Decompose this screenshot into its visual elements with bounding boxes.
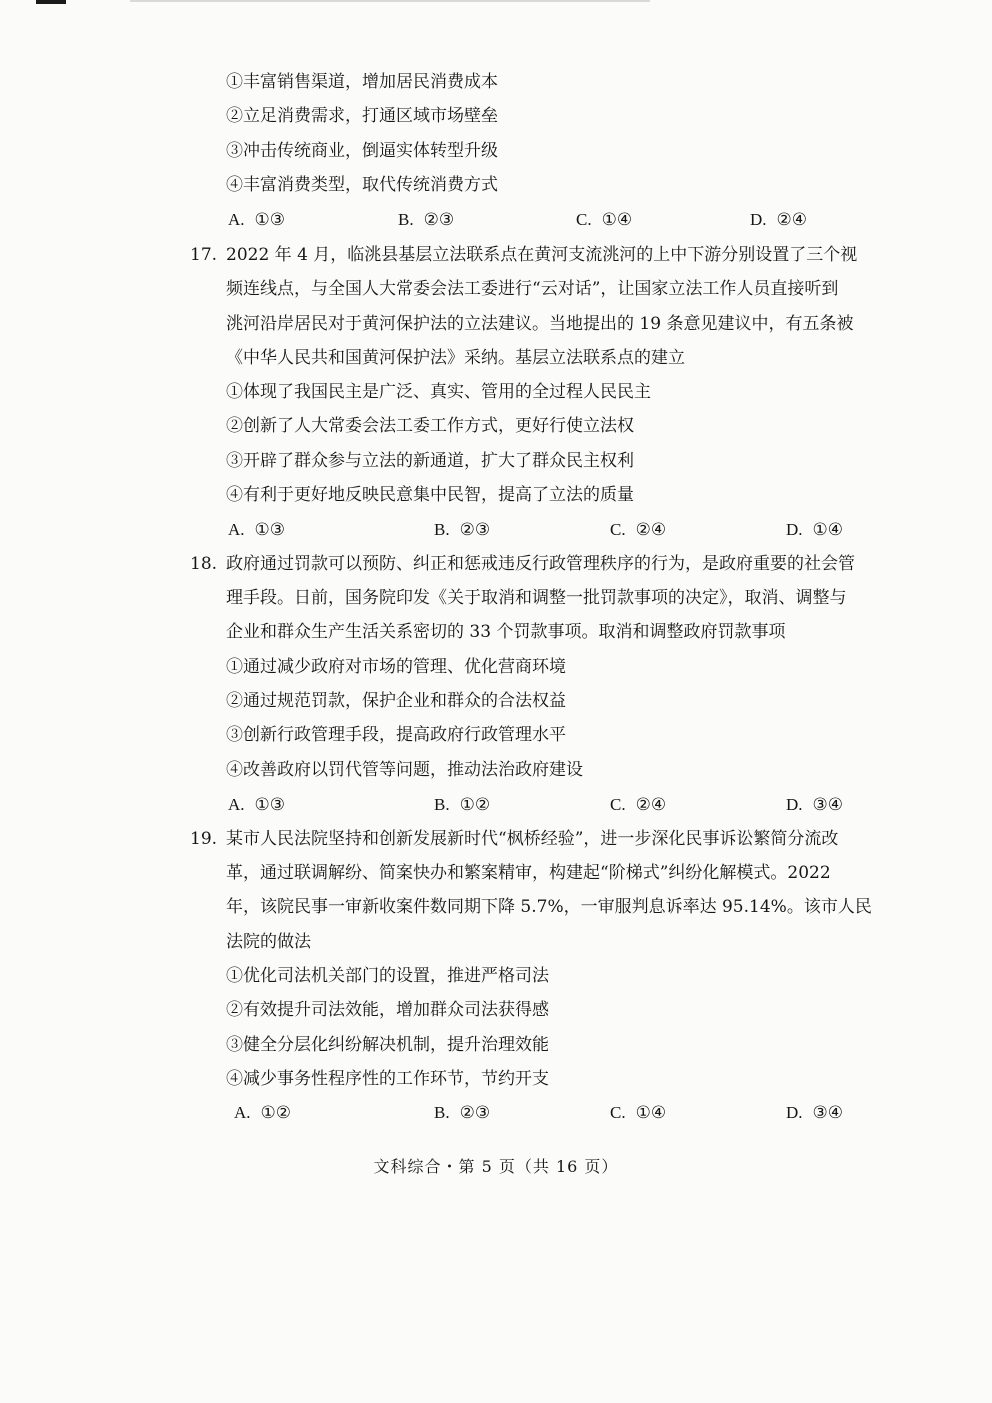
- q16-option-2: ②立足消费需求，打通区域市场壁垒: [226, 106, 498, 126]
- q17-option-1: ①体现了我国民主是广泛、真实、管用的全过程人民民主: [226, 382, 651, 402]
- q19-choice-d: D. ③④: [786, 1103, 844, 1123]
- q18-option-1: ①通过减少政府对市场的管理、优化营商环境: [226, 657, 566, 677]
- q19-stem-line-3: 年，该院民事一审新收案件数同期下降 5.7%，一审服判息诉率达 95.14%。该市人民: [226, 897, 872, 917]
- q17-choice-c: C. ②④: [610, 520, 667, 540]
- q19-choice-c: C. ①④: [610, 1103, 667, 1123]
- q16-option-3: ③冲击传统商业，倒逼实体转型升级: [226, 141, 498, 161]
- q19-option-2: ②有效提升司法效能，增加群众司法获得感: [226, 1000, 549, 1020]
- q19-stem-line-2: 革，通过联调解纷、简案快办和繁案精审，构建起“阶梯式”纠纷化解模式。2022: [226, 863, 831, 883]
- q18-option-4: ④改善政府以罚代管等问题，推动法治政府建设: [226, 760, 583, 780]
- q18-choice-a: A. ①③: [228, 795, 286, 815]
- q19-stem-line-4: 法院的做法: [226, 932, 311, 952]
- q19-choice-a: A. ①②: [234, 1103, 292, 1123]
- q19-option-3: ③健全分层化纠纷解决机制，提升治理效能: [226, 1035, 549, 1055]
- q17-stem-line-2: 频连线点，与全国人大常委会法工委进行“云对话”，让国家立法工作人员直接听到: [226, 279, 839, 299]
- q16-option-4: ④丰富消费类型，取代传统消费方式: [226, 175, 498, 195]
- q17-number: 17.: [190, 245, 218, 265]
- q18-stem-line-3: 企业和群众生产生活关系密切的 33 个罚款事项。取消和调整政府罚款事项: [226, 622, 786, 642]
- q17-option-2: ②创新了人大常委会法工委工作方式，更好行使立法权: [226, 416, 634, 436]
- q16-choice-c: C. ①④: [576, 210, 633, 230]
- q18-choice-c: C. ②④: [610, 795, 667, 815]
- q17-choice-a: A. ①③: [228, 520, 286, 540]
- q19-stem-line-1: 某市人民法院坚持和创新发展新时代“枫桥经验”，进一步深化民事诉讼繁简分流改: [226, 829, 839, 849]
- q17-option-4: ④有利于更好地反映民意集中民智，提高了立法的质量: [226, 485, 634, 505]
- q18-option-2: ②通过规范罚款，保护企业和群众的合法权益: [226, 691, 566, 711]
- q16-choice-b: B. ②③: [398, 210, 455, 230]
- q18-number: 18.: [190, 554, 218, 574]
- page-footer: 文科综合・第 5 页（共 16 页）: [373, 1157, 619, 1176]
- q17-stem-line-1: 2022 年 4 月，临洮县基层立法联系点在黄河支流洮河的上中下游分别设置了三个视: [226, 245, 858, 265]
- q19-number: 19.: [190, 829, 218, 849]
- q19-option-1: ①优化司法机关部门的设置，推进严格司法: [226, 966, 549, 986]
- q16-option-1: ①丰富销售渠道，增加居民消费成本: [226, 72, 498, 92]
- q18-stem-line-1: 政府通过罚款可以预防、纠正和惩戒违反行政管理秩序的行为，是政府重要的社会管: [226, 554, 855, 574]
- q18-choice-d: D. ③④: [786, 795, 844, 815]
- q17-option-3: ③开辟了群众参与立法的新通道，扩大了群众民主权利: [226, 451, 634, 471]
- q18-stem-line-2: 理手段。日前，国务院印发《关于取消和调整一批罚款事项的决定》，取消、调整与: [226, 588, 847, 608]
- q16-choice-d: D. ②④: [750, 210, 808, 230]
- q17-stem-line-4: 《中华人民共和国黄河保护法》采纳。基层立法联系点的建立: [226, 348, 685, 368]
- q17-choice-b: B. ②③: [434, 520, 491, 540]
- q19-choice-b: B. ②③: [434, 1103, 491, 1123]
- q17-choice-d: D. ①④: [786, 520, 844, 540]
- q16-choice-a: A. ①③: [228, 210, 286, 230]
- q17-stem-line-3: 洮河沿岸居民对于黄河保护法的立法建议。当地提出的 19 条意见建议中，有五条被: [226, 314, 854, 334]
- q18-option-3: ③创新行政管理手段，提高政府行政管理水平: [226, 725, 566, 745]
- q19-option-4: ④减少事务性程序性的工作环节，节约开支: [226, 1069, 549, 1089]
- q18-choice-b: B. ①②: [434, 795, 491, 815]
